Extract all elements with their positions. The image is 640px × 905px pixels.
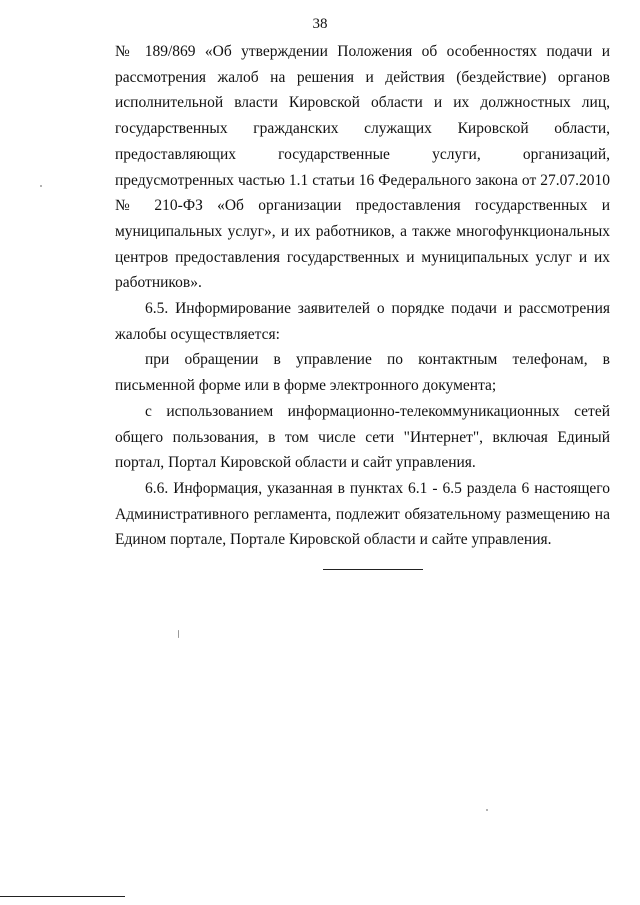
- paragraph-6-6: [115, 476, 610, 553]
- scan-speck: [178, 630, 179, 638]
- text-line: жалобы осуществляется:: [115, 325, 280, 343]
- section-end-rule: [323, 569, 423, 570]
- text-line: предоставляющих государственные услуги, организаций, предусмотренных: [115, 145, 610, 189]
- text-line: 6.6. Информация, указанная в пунктах 6.1 - 6.5 раздела 6 настоящего: [145, 479, 610, 497]
- text-line: исполнительной власти Кировской области и их должностных лиц,: [115, 94, 610, 112]
- page-number: 38: [312, 16, 328, 32]
- paragraph-phone-contact: [115, 347, 610, 398]
- paragraph-internet: [115, 399, 610, 476]
- text-line: № 189/869 «Об утверждении Положения об особенностях подачи и: [115, 43, 610, 60]
- text-line: рассмотрения жалоб на решения и действия (бездействие) органов: [115, 68, 610, 86]
- text-line: Портал Кировской области и сайт управления.: [168, 454, 476, 472]
- text-line: 6.5. Информирование заявителей о порядке подачи и рассмотрения: [145, 300, 610, 318]
- text-line: государственных и муниципальных услуг и их работников».: [115, 248, 611, 292]
- scan-speck: [486, 809, 488, 811]
- text-line: их работников, а также многофункциональных центров предоставления: [115, 222, 611, 266]
- text-line: форме или в форме электронного документа;: [198, 377, 497, 395]
- text-line: организации предоставления государственных и муниципальных услуг», и: [115, 197, 611, 240]
- text-line: при обращении в управление по контактным телефонам, в письменной: [115, 351, 610, 395]
- text-line: Административного регламента, подлежит обязательному размещению на: [115, 505, 610, 523]
- document-body: [115, 39, 610, 553]
- text-line: Едином портале, Портале Кировской области и сайте управления.: [115, 531, 552, 549]
- scan-speck: [40, 185, 42, 187]
- footnote-rule: [0, 896, 125, 897]
- paragraph-6-5: [115, 296, 610, 347]
- paragraph-continuation: [115, 39, 610, 296]
- text-line: общего пользования, в том числе сети "Интернет", включая Единый портал,: [115, 428, 610, 472]
- text-line: частью 1.1 статьи 16 Федерального закона от 27.07.2010 № 210-ФЗ «Об: [115, 171, 610, 215]
- text-line: с использованием информационно-телекоммуникационных сетей: [145, 402, 610, 420]
- text-line: государственных гражданских служащих Кировской области,: [115, 120, 610, 138]
